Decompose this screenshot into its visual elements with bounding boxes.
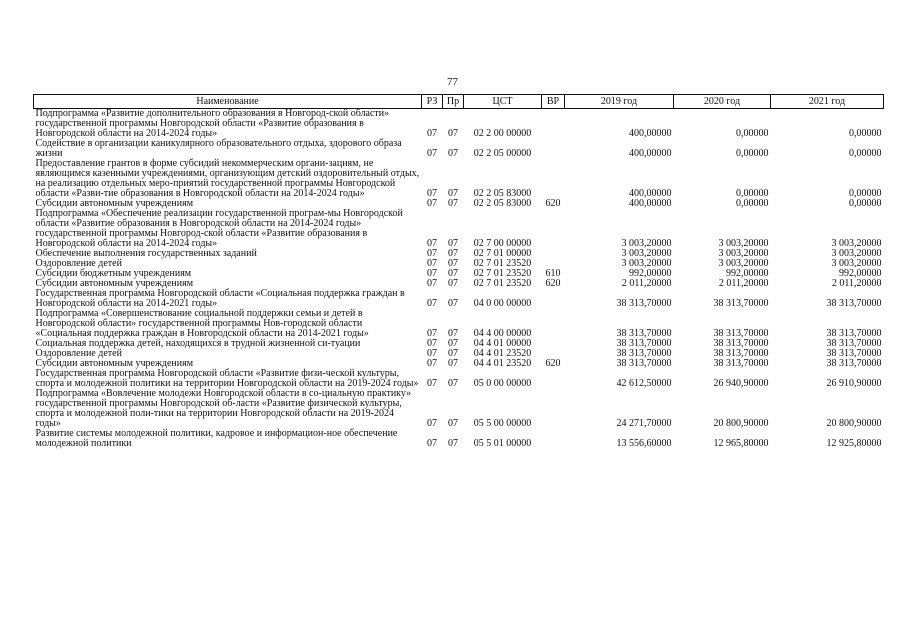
row-2021: 2 011,20000 [831, 278, 882, 289]
table-row [34, 289, 884, 309]
row-2020: 3 003,20000 [718, 238, 769, 249]
row-2019: 3 003,20000 [621, 238, 672, 249]
row-name: Подпрограмма «Вовлечение молодежи Новгородской области в со-циальную практику» государственной программы Новгородской об-ласти «Развитие физической культуры, спорта и молодежной поли-тики на территории Новгородской области на 2019-2024 годы» [35, 388, 412, 429]
row-2020: 3 003,20000 [718, 248, 769, 259]
row-2019: 400,00000 [629, 148, 672, 159]
header-2020: 2020 год [674, 95, 771, 109]
row-name: Социальная поддержка детей, находящихся в трудной жизненной си-туации [35, 338, 361, 349]
row-2021: 0,00000 [849, 148, 882, 159]
row-cst: 04 4 00 00000 [473, 328, 532, 339]
row-name: Субсидии автономным учреждениям [35, 358, 194, 369]
page-number: 77 [447, 76, 458, 88]
row-name: Подпрограмма «Совершенствование социальной поддержки семьи и детей в Новгородской области» государственной программы Нов-городской области «Социальная поддержка граждан в Новгородской области на 2014-2021 годы» [35, 308, 369, 339]
row-2021: 38 313,70000 [826, 328, 882, 339]
row-pr: 07 [448, 378, 458, 389]
row-2021: 0,00000 [849, 198, 882, 209]
header-2021: 2021 год [771, 95, 884, 109]
row-2021: 38 313,70000 [826, 348, 882, 359]
row-rz: 07 [427, 188, 437, 199]
row-name: Оздоровление детей [35, 348, 122, 359]
row-vr: 620 [545, 278, 561, 289]
row-2021: 38 313,70000 [826, 358, 882, 369]
row-cst: 05 5 01 00000 [473, 438, 532, 449]
row-name: Подпрограмма «Развитие дополнительного образования в Новгород-ской области» государственной программы Новгородской области «Развитие образования в Новгородской области на 2014-2024 годы» [35, 108, 390, 139]
table-row [34, 139, 884, 159]
header-pr: Пр [443, 95, 464, 109]
row-name: Подпрограмма «Обеспечение реализации государственной програм-мы Новгородской области «Развитие образования в Новгородской области на 2014-2024 годы» государственной программы Новгород-ской области «Развитие образования в Новгородской области на 2014-2024 годы» [35, 208, 403, 249]
row-2019: 38 313,70000 [616, 348, 672, 359]
row-cst: 02 7 01 00000 [473, 248, 532, 259]
row-name: Обеспечение выполнения государственных заданий [35, 248, 257, 259]
row-pr: 07 [448, 268, 458, 279]
row-name: Развитие системы молодежной политики, кадровое и информацион-ное обеспечение молодежной политики [35, 428, 398, 449]
row-2019: 992,00000 [629, 268, 672, 279]
row-vr [542, 139, 565, 159]
row-pr: 07 [448, 258, 458, 269]
row-pr: 07 [448, 348, 458, 359]
row-2019: 38 313,70000 [616, 298, 672, 309]
row-pr: 07 [448, 238, 458, 249]
table-body [34, 109, 884, 450]
row-2019: 400,00000 [629, 128, 672, 139]
row-rz: 07 [427, 258, 437, 269]
row-2019: 2 011,20000 [621, 278, 672, 289]
table-row [34, 209, 884, 249]
row-rz: 07 [427, 338, 437, 349]
row-cst: 04 4 01 00000 [473, 338, 532, 349]
table-row [34, 389, 884, 429]
row-vr [542, 429, 565, 449]
header-vr: ВР [542, 95, 565, 109]
row-pr: 07 [448, 278, 458, 289]
header-cst: ЦСТ [464, 95, 542, 109]
row-vr [542, 209, 565, 249]
row-cst: 04 4 01 23520 [473, 358, 532, 369]
row-name: Субсидии бюджетным учреждениям [35, 268, 192, 279]
row-cst: 02 7 01 23520 [473, 268, 532, 279]
row-vr: 620 [545, 358, 561, 369]
row-2019: 400,00000 [629, 198, 672, 209]
row-2019: 3 003,20000 [621, 248, 672, 259]
row-vr [542, 289, 565, 309]
row-2020: 38 313,70000 [713, 358, 769, 369]
row-2020: 0,00000 [736, 188, 769, 199]
row-rz: 07 [427, 278, 437, 289]
row-cst: 02 2 05 00000 [473, 148, 532, 159]
row-2020: 12 965,80000 [713, 438, 769, 449]
row-pr: 07 [448, 128, 458, 139]
row-2021: 20 800,90000 [826, 418, 882, 429]
row-vr [542, 369, 565, 389]
row-rz: 07 [427, 298, 437, 309]
row-2019: 13 556,60000 [616, 438, 672, 449]
row-vr [542, 309, 565, 339]
row-vr [542, 159, 565, 199]
row-2021: 38 313,70000 [826, 338, 882, 349]
row-name: Субсидии автономным учреждениям [35, 278, 194, 289]
row-2021: 0,00000 [849, 128, 882, 139]
row-2021: 3 003,20000 [831, 258, 882, 269]
row-2020: 992,00000 [726, 268, 769, 279]
row-rz: 07 [427, 128, 437, 139]
row-rz: 07 [427, 328, 437, 339]
row-vr [542, 389, 565, 429]
row-rz: 07 [427, 438, 437, 449]
table-header-row [34, 95, 884, 109]
row-rz: 07 [427, 348, 437, 359]
row-rz: 07 [427, 268, 437, 279]
row-name: Государственная программа Новгородской области «Развитие физи-ческой культуры, спорта и молодежной политики на территории Новгородской области на 2019-2024 годы» [35, 368, 419, 389]
row-cst: 02 7 01 23520 [473, 258, 532, 269]
table-row [34, 309, 884, 339]
row-2021: 992,00000 [839, 268, 882, 279]
header-rz: РЗ [422, 95, 443, 109]
row-2020: 38 313,70000 [713, 348, 769, 359]
row-vr [542, 109, 565, 140]
row-2021: 26 910,90000 [826, 378, 882, 389]
row-2021: 3 003,20000 [831, 248, 882, 259]
row-2021: 3 003,20000 [831, 238, 882, 249]
row-2020: 26 940,90000 [713, 378, 769, 389]
row-2020: 2 011,20000 [718, 278, 769, 289]
row-2021: 0,00000 [849, 188, 882, 199]
row-name: Субсидии автономным учреждениям [35, 198, 194, 209]
row-rz: 07 [427, 358, 437, 369]
row-2020: 3 003,20000 [718, 258, 769, 269]
row-2021: 12 925,80000 [826, 438, 882, 449]
row-name: Государственная программа Новгородской области «Социальная поддержка граждан в Новгородской области на 2014-2021 годы» [35, 288, 405, 309]
row-2019: 24 271,70000 [616, 418, 672, 429]
row-pr: 07 [448, 418, 458, 429]
table-row [34, 429, 884, 449]
row-2019: 38 313,70000 [616, 328, 672, 339]
row-cst: 05 5 00 00000 [473, 418, 532, 429]
row-2020: 0,00000 [736, 128, 769, 139]
table-row [34, 369, 884, 389]
row-name: Предоставление грантов в форме субсидий некоммерческим органи-зациям, не являющимся казенными учреждениями, организующим детский оздоровительный отдых, на реализацию отдельных меро-приятий государственной программы Новгородской области «Разви-тие образования в Новгородской области на 2014-2024 годы» [35, 158, 420, 199]
row-pr: 07 [448, 338, 458, 349]
table-row [34, 109, 884, 140]
row-2020: 0,00000 [736, 148, 769, 159]
row-pr: 07 [448, 188, 458, 199]
row-pr: 07 [448, 198, 458, 209]
row-pr: 07 [448, 328, 458, 339]
row-cst: 02 2 00 00000 [473, 128, 532, 139]
row-pr: 07 [448, 358, 458, 369]
row-cst: 05 0 00 00000 [473, 378, 532, 389]
row-2020: 38 313,70000 [713, 298, 769, 309]
row-pr: 07 [448, 298, 458, 309]
row-vr [542, 249, 565, 259]
row-pr: 07 [448, 248, 458, 259]
row-vr [542, 339, 565, 349]
row-rz: 07 [427, 238, 437, 249]
row-cst: 02 7 01 23520 [473, 278, 532, 289]
row-2019: 38 313,70000 [616, 338, 672, 349]
row-2020: 0,00000 [736, 198, 769, 209]
row-vr: 610 [545, 268, 561, 279]
row-pr: 07 [448, 148, 458, 159]
row-cst: 02 7 00 00000 [473, 238, 532, 249]
row-2021: 38 313,70000 [826, 298, 882, 309]
row-cst: 04 4 01 23520 [473, 348, 532, 359]
row-2020: 20 800,90000 [713, 418, 769, 429]
header-2019: 2019 год [565, 95, 674, 109]
row-vr: 620 [545, 198, 561, 209]
row-rz: 07 [427, 248, 437, 259]
row-rz: 07 [427, 198, 437, 209]
row-pr: 07 [448, 438, 458, 449]
header-name: Наименование [34, 95, 422, 109]
row-cst: 02 2 05 83000 [473, 198, 532, 209]
row-2019: 38 313,70000 [616, 358, 672, 369]
table-row [34, 159, 884, 199]
row-cst: 02 2 05 83000 [473, 188, 532, 199]
row-rz: 07 [427, 148, 437, 159]
row-rz: 07 [427, 418, 437, 429]
row-2019: 3 003,20000 [621, 258, 672, 269]
row-name: Содействие в организации каникулярного образовательного отдыха, здорового образа жизни [35, 138, 402, 159]
row-2020: 38 313,70000 [713, 338, 769, 349]
row-2019: 42 612,50000 [616, 378, 672, 389]
budget-table [33, 94, 884, 449]
row-2019: 400,00000 [629, 188, 672, 199]
row-name: Оздоровление детей [35, 258, 122, 269]
row-2020: 38 313,70000 [713, 328, 769, 339]
row-cst: 04 0 00 00000 [473, 298, 532, 309]
row-rz: 07 [427, 378, 437, 389]
